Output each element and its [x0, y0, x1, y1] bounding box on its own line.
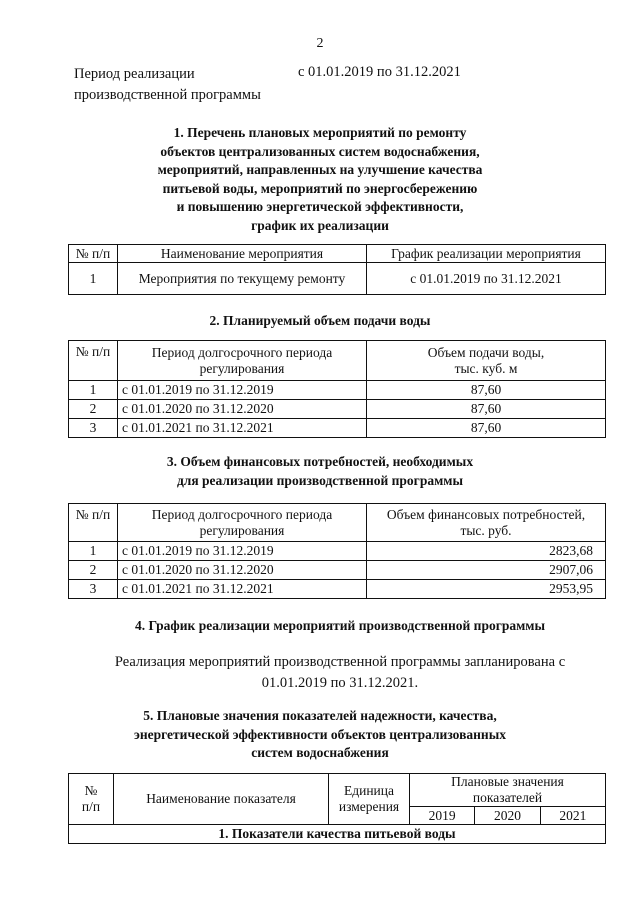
- table-header: Наименование показателя: [114, 774, 329, 825]
- table-cell: 1: [69, 263, 118, 295]
- table-cell: 3: [69, 419, 118, 438]
- section4-title: 4. График реализации мероприятий производственной программы: [134, 618, 546, 633]
- table-cell: Мероприятия по текущему ремонту: [118, 263, 367, 295]
- section5-table: [68, 773, 606, 844]
- period-label: [74, 64, 294, 106]
- table-cell: с 01.01.2019 по 31.12.2021: [367, 263, 606, 295]
- table-cell: с 01.01.2021 по 31.12.2021: [118, 580, 367, 599]
- section1-title: [60, 124, 580, 235]
- table-header: 2019: [410, 807, 475, 825]
- section3-title-line: для реализации производственной программы: [176, 472, 464, 488]
- table-header: 2020: [475, 807, 540, 825]
- table-cell: 2907,06: [367, 561, 606, 580]
- table-header: Наименование мероприятия: [118, 245, 367, 263]
- header-line: №: [84, 783, 98, 798]
- period-label-line1: Период реализации: [74, 66, 195, 82]
- table-cell: 2953,95: [367, 580, 606, 599]
- table-row: [69, 825, 606, 844]
- section4-text: [60, 652, 620, 694]
- period-value: с 01.01.2019 по 31.12.2021: [298, 64, 461, 80]
- header-line: п/п: [81, 799, 101, 814]
- table-cell: с 01.01.2021 по 31.12.2021: [118, 419, 367, 438]
- section5-title-line: 5. Плановые значения показателей надежности, качества,: [143, 708, 497, 723]
- table-row: [69, 561, 606, 580]
- table-row: [69, 263, 606, 295]
- table-cell: 2823,68: [367, 542, 606, 561]
- table-row: [69, 580, 606, 599]
- table-cell: с 01.01.2020 по 31.12.2020: [118, 561, 367, 580]
- table-header: № п/п: [69, 504, 118, 542]
- section1-table: [68, 244, 606, 295]
- section5-title-line: энергетической эффективности объектов централизованных: [133, 726, 506, 742]
- table-header: № п/п: [69, 341, 118, 381]
- table-header: [69, 774, 114, 825]
- table-cell: с 01.01.2019 по 31.12.2019: [118, 542, 367, 561]
- section1-title-line: и повышению энергетической эффективности,: [176, 199, 464, 214]
- section2-title: 2. Планируемый объем подачи воды: [209, 313, 431, 328]
- section4-text-line: Реализация мероприятий производственной программы запланирована с: [114, 654, 566, 670]
- table-cell: с 01.01.2019 по 31.12.2019: [118, 381, 367, 400]
- table-cell: 1: [69, 542, 118, 561]
- table-cell: с 01.01.2020 по 31.12.2020: [118, 400, 367, 419]
- table-header: График реализации мероприятия: [367, 245, 606, 263]
- table-row: [69, 419, 606, 438]
- table-header: [329, 774, 410, 825]
- page-number: 2: [316, 36, 324, 51]
- section4-text-line: 01.01.2019 по 31.12.2021.: [261, 675, 419, 691]
- table-cell: 3: [69, 580, 118, 599]
- header-line: измерения: [338, 799, 400, 814]
- section1-title-line: питьевой воды, мероприятий по энергосбережению: [162, 180, 478, 196]
- header-line: Период долгосрочного периода: [151, 506, 333, 522]
- table-header: [118, 504, 367, 542]
- period-label-line2: производственной программы: [74, 87, 261, 103]
- section1-title-line: объектов централизованных систем водоснабжения,: [160, 143, 480, 159]
- section3-title-line: 3. Объем финансовых потребностей, необходимых: [166, 454, 474, 469]
- section5-title-line: систем водоснабжения: [251, 745, 389, 760]
- table-header: [367, 341, 606, 381]
- table-header: № п/п: [69, 245, 118, 263]
- table-header: [410, 774, 606, 807]
- header-line: Период долгосрочного периода: [151, 344, 333, 360]
- table-cell: 87,60: [367, 400, 606, 419]
- table-cell: 2: [69, 400, 118, 419]
- header-line: Объем финансовых потребностей,: [386, 506, 586, 522]
- header-line: Единица: [343, 783, 394, 798]
- section5-title: [60, 707, 580, 763]
- header-line: тыс. руб.: [460, 522, 512, 538]
- table-row: [69, 542, 606, 561]
- section1-title-line: график их реализации: [251, 217, 389, 233]
- table-header: [118, 341, 367, 381]
- header-line: тыс. куб. м: [454, 360, 518, 376]
- header-line: регулирования: [199, 522, 285, 538]
- header-line: Плановые значения: [451, 774, 564, 789]
- table-cell: 2: [69, 561, 118, 580]
- table-cell: 87,60: [367, 419, 606, 438]
- table-subheader: 1. Показатели качества питьевой воды: [69, 825, 606, 844]
- table-cell: 87,60: [367, 381, 606, 400]
- section3-table: [68, 503, 606, 599]
- header-line: регулирования: [199, 360, 285, 376]
- table-cell: 1: [69, 381, 118, 400]
- section2-table: [68, 340, 606, 438]
- table-header: [367, 504, 606, 542]
- section1-title-line: мероприятий, направленных на улучшение качества: [157, 162, 483, 177]
- header-line: Объем подачи воды,: [427, 344, 545, 360]
- section1-title-line: 1. Перечень плановых мероприятий по ремонту: [173, 125, 467, 140]
- header-line: показателей: [472, 790, 543, 805]
- section3-title: [60, 453, 580, 490]
- table-row: [69, 381, 606, 400]
- table-header: 2021: [540, 807, 605, 825]
- table-row: [69, 400, 606, 419]
